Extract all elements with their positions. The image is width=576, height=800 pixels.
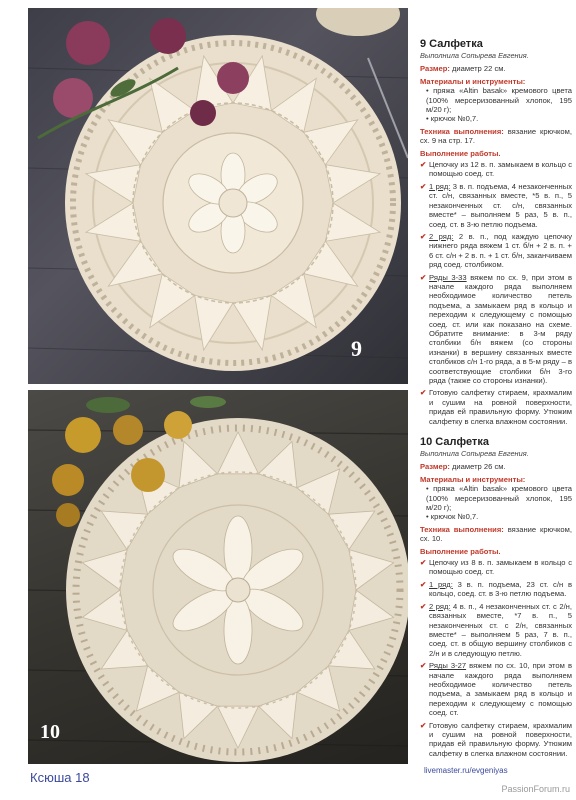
item-10-materials-label: Материалы и инструменты: [420, 474, 526, 484]
item-9-materials-label: Материалы и инструменты: [420, 76, 526, 86]
item-10-step-2 [420, 580, 572, 599]
item-9-materials-hook: • крючок №0,7. [426, 114, 479, 124]
photo-number-10: 10 [40, 721, 60, 743]
check-icon: ✔ [420, 558, 427, 568]
item-9-step-4-label: Ряды 3-33 [429, 272, 467, 282]
doily-10-illustration [28, 390, 408, 764]
instructions-item-10 [420, 436, 572, 761]
item-9-step-5 [420, 388, 572, 426]
check-icon: ✔ [420, 388, 427, 398]
item-10-step-4-label: Ряды 3-27 [429, 661, 467, 671]
item-9-step-3 [420, 232, 572, 270]
item-10-step-4 [420, 661, 572, 717]
item-9-technique-value: вязание крючком, сх. 9 на стр. 17. [420, 126, 572, 146]
check-icon: ✔ [420, 160, 427, 170]
doily-photo-9 [28, 8, 408, 384]
check-icon: ✔ [420, 601, 427, 611]
item-9-step-4-text: вяжем по сх. 9, при этом в начале каждого ряда выполняем необходимое количество петель подъема, а замыкаем ряд в кольцо и переходим к следующему с помощью соед. ст. или как показано на схеме. Обратите внимание: в 3-м ряду столбики б/н вяжем (со стороны изнанки) в вершину связанных вместе столбиков с/н 1-го ряда, а в 5-м ряду – в соответствующие столбики б/н 3-го ряда (также со стороны изнанки). [429, 272, 572, 385]
item-9-work-label: Выполнение работы. [420, 148, 501, 158]
item-10-title: 10 Салфетка [420, 436, 489, 448]
item-10-size [420, 462, 572, 471]
author-url[interactable]: livemaster.ru/evgeniyas [424, 766, 508, 775]
item-10-step-3-text: 4 в. п., 4 незаконченных ст. с 2/н, связанных вместе, *7 в. п., 5 незаконченных ст. с 2/н, связанных вместе* – выполняем 5 раз, 7 в. п., соед. ст. в общую вершину столбиков с 2/н и в следующую петлю. [429, 601, 572, 658]
item-9-step-2-label: 1 ряд: [429, 181, 451, 191]
item-10-materials-hook: • крючок №0,7. [426, 512, 479, 522]
item-9-step-2 [420, 182, 572, 229]
item-10-materials-yarn: • пряжа «Altin basak» кремового цвета (100% мерсеризованный хлопок, 195 м/20 г); [426, 484, 572, 513]
item-9-step-4 [420, 273, 572, 386]
item-9-materials-yarn: • пряжа «Altin basak» кремового цвета (100% мерсеризованный хлопок, 195 м/20 г); [426, 86, 572, 115]
item-9-size-label: Размер: [420, 64, 450, 74]
magazine-page-label: Ксюша 18 [30, 770, 90, 785]
watermark: PassionForum.ru [501, 784, 570, 794]
item-10-step-3 [420, 602, 572, 658]
item-10-size-value: диаметр 26 см. [449, 462, 506, 472]
item-9-size-value: диаметр 22 см. [449, 64, 506, 74]
item-9-author: Выполнила Сопырева Евгения. [420, 51, 529, 60]
item-9-technique [420, 127, 572, 146]
item-10-technique [420, 525, 572, 544]
item-10-author: Выполнила Сопырева Евгения. [420, 449, 529, 458]
item-10-step-5-text: Готовую салфетку стираем, крахмалим и сушим на ровной поверхности, придав ей правильную форму. Утюжим салфетку в слегка влажном состоянии. [429, 720, 572, 758]
item-10-step-1 [420, 558, 572, 577]
item-10-step-3-label: 2 ряд: [429, 601, 451, 611]
item-9-step-1 [420, 160, 572, 179]
check-icon: ✔ [420, 272, 427, 282]
item-10-step-1-text: Цепочку из 8 в. п. замыкаем в кольцо с помощью соед. ст. [429, 558, 572, 577]
item-10-materials [420, 475, 572, 522]
item-9-size [420, 64, 572, 73]
item-9-title: 9 Салфетка [420, 38, 483, 50]
item-9-materials [420, 77, 572, 124]
item-9-step-3-text: 2 в. п., под каждую цепочку нижнего ряда вяжем 1 ст. б/н + 2 в. п. + 6 ст. с/н + 2 в. п. + 1 ст. б/н, заканчиваем ряд соед. столбиком. [429, 231, 572, 270]
photo-number-9: 9 [351, 336, 362, 361]
check-icon: ✔ [420, 720, 427, 730]
item-10-step-4-text: вяжем по сх. 10, при этом в начале каждого ряда выполняем необходимое количество петель подъема, а замыкаем ряд в кольцо и переходим к следующему с помощью соед. ст. [429, 661, 572, 718]
check-icon: ✔ [420, 231, 427, 241]
doily-9-illustration [28, 8, 408, 384]
check-icon: ✔ [420, 181, 427, 191]
item-9-step-3-label: 2 ряд: [429, 231, 454, 241]
item-10-technique-label: Техника выполнения: [420, 524, 504, 534]
item-10-step-2-label: 1 ряд: [429, 579, 453, 589]
item-9-technique-label: Техника выполнения: [420, 126, 504, 136]
item-10-size-label: Размер: [420, 462, 450, 472]
item-9-step-2-text: 3 в. п. подъема, 4 незаконченных ст. с/н, связанных вместе, *5 в. п., 5 незаконченных ст. с/н, связанных вместе* – выполняем 5 раз, 5 в. п., соед. ст. в 3-ю петлю подъема. [429, 181, 572, 229]
item-10-step-5 [420, 721, 572, 759]
item-10-step-2-text: 3 в. п. подъема, 23 ст. с/н в кольцо, соед. ст. в 3-ю петлю подъема. [429, 579, 572, 599]
check-icon: ✔ [420, 661, 427, 671]
item-10-technique-value: вязание крючком, сх. 10. [420, 524, 572, 544]
item-10-work-label: Выполнение работы. [420, 546, 501, 556]
check-icon: ✔ [420, 579, 427, 589]
instructions-item-9 [420, 38, 572, 429]
doily-photo-10 [28, 390, 408, 764]
item-9-step-5-text: Готовую салфетку стираем, крахмалим и сушим на ровной поверхности, придав ей правильную форму. Утюжим салфетку в слегка влажном состоянии. [429, 388, 572, 426]
item-9-step-1-text: Цепочку из 12 в. п. замыкаем в кольцо с помощью соед. ст. [429, 160, 572, 179]
